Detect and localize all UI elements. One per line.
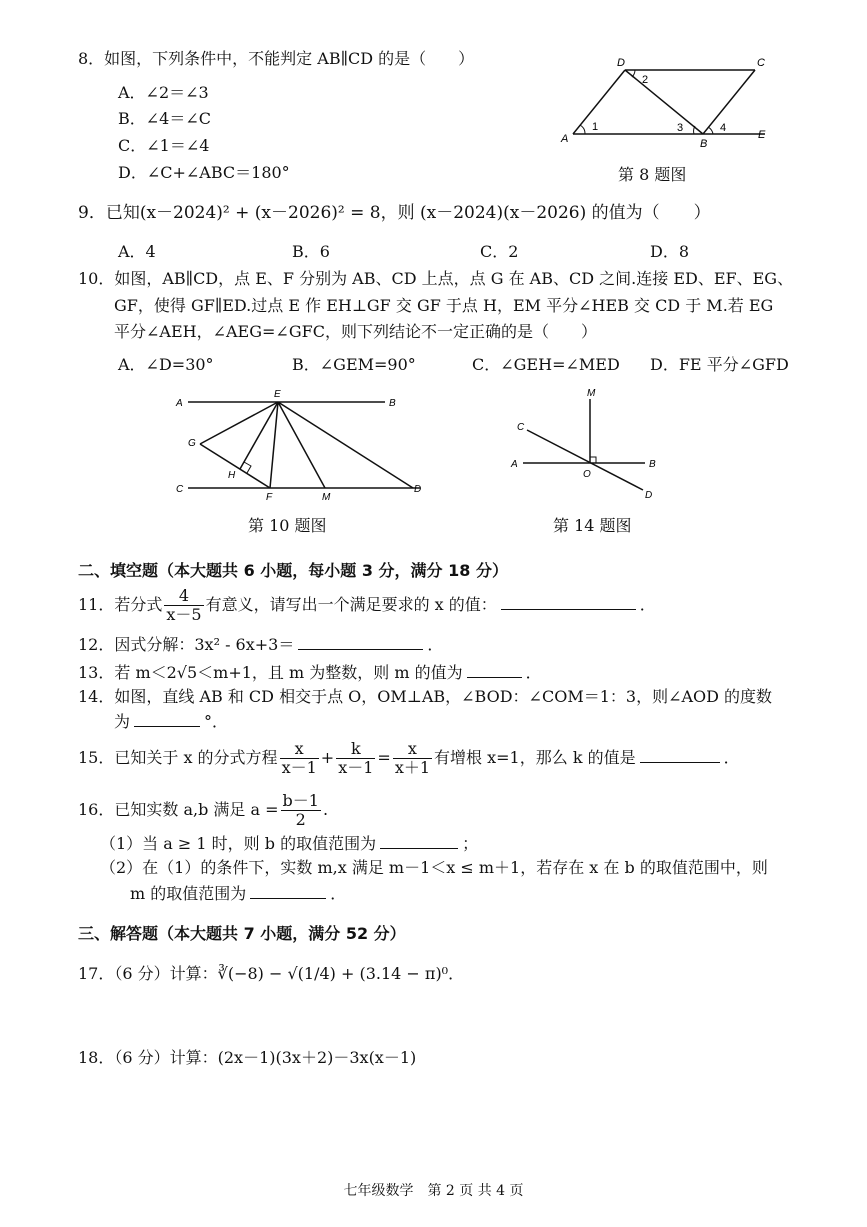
q14-label-o: O: [583, 469, 591, 480]
q17: 17．（6 分）计算：∛(−8) − √(1/4) + (3.14 − π)⁰．: [78, 964, 465, 983]
q16-pre: 16．已知实数 a,b 满足 a =: [78, 800, 279, 819]
q15-f2-den: x－1: [338, 758, 374, 777]
q14-figure: [505, 385, 670, 505]
q8-label-b: B: [700, 138, 708, 150]
q16-p1-text: （1）当 a ≥ 1 时，则 b 的取值范围为: [100, 834, 377, 853]
q10-option-c: C．∠GEH=∠MED: [472, 355, 620, 374]
q9-option-d: D．8: [650, 242, 690, 261]
q16-p1-answer-blank[interactable]: [380, 832, 458, 849]
q15-end: ．: [723, 748, 740, 767]
q8-figure: [555, 50, 775, 150]
q15-post: 有增根 x=1，那么 k 的值是: [434, 748, 636, 767]
q16-p2-end: ．: [330, 884, 347, 903]
q8-option-c: C．∠1＝∠4: [118, 136, 210, 155]
q15: [78, 736, 740, 780]
q9-option-a: A．4: [118, 242, 156, 261]
q16-p2b-text: m 的取值范围为: [130, 884, 247, 903]
q15-answer-blank[interactable]: [640, 746, 720, 763]
q10-label-e: E: [274, 389, 281, 400]
q12-answer-blank[interactable]: [298, 633, 423, 650]
q8-angle-4: 4: [720, 122, 727, 134]
q14-caption: 第 14 题图: [553, 516, 632, 535]
q8-label-d: D: [617, 57, 625, 69]
q10-label-m: M: [322, 492, 331, 503]
q11: [78, 585, 656, 625]
q10-option-a: A．∠D=30°: [118, 355, 214, 374]
q8-angle-2: 2: [642, 74, 649, 86]
q14-label-a: A: [511, 459, 518, 470]
q14-label-d: D: [645, 490, 653, 501]
q8-label-a: A: [561, 133, 569, 145]
q8-label-e: E: [758, 129, 766, 141]
q9-option-c: C．2: [480, 242, 519, 261]
q8-option-b: B．∠4＝∠C: [118, 109, 211, 128]
q10-label-f: F: [266, 492, 273, 503]
q16-fraction: [281, 792, 321, 829]
q13-text: 13．若 m＜2√5＜m+1，且 m 为整数，则 m 的值为: [78, 663, 463, 682]
q12-end: ．: [427, 635, 444, 654]
page-footer: 七年级数学 第 2 页 共 4 页: [343, 1183, 524, 1199]
q15-fraction-1: [280, 740, 319, 777]
q10-line2: GF，使得 GF∥ED.过点 E 作 EH⊥GF 交 GF 于点 H，EM 平分∠HEB 交 CD 于 M.若 EG: [114, 296, 774, 315]
q16-end: .: [322, 800, 329, 819]
q14-label-c: C: [517, 422, 525, 433]
q15-eq: =: [377, 748, 391, 767]
q15-plus: +: [320, 748, 335, 767]
q16-part2b: [130, 882, 346, 905]
q10-caption: 第 10 题图: [248, 516, 327, 535]
q15-f1-num: x: [280, 740, 319, 759]
q13: [78, 661, 542, 684]
q14-label-b: B: [649, 459, 656, 470]
q14-post: °．: [204, 712, 229, 731]
q11-num: 4: [164, 587, 203, 606]
q8-stem: 8．如图，下列条件中，不能判定 AB∥CD 的是（ ）: [78, 49, 475, 68]
q15-f1-den: x－1: [281, 758, 317, 777]
q10-label-c: C: [176, 484, 184, 495]
q14-line1: 14．如图，直线 AB 和 CD 相交于点 O，OM⊥AB，∠BOD：∠COM＝1：3，则∠AOD 的度数: [78, 687, 773, 706]
q10-label-a: A: [176, 398, 183, 409]
q10-label-b: B: [389, 398, 396, 409]
q10-line3: 平分∠AEH，∠AEG=∠GFC，则下列结论不一定正确的是（ ）: [114, 322, 597, 341]
q14-answer-blank[interactable]: [134, 710, 200, 727]
q8-caption: 第 8 题图: [618, 165, 687, 184]
q11-pre: 11．若分式: [78, 595, 163, 614]
q10-option-b: B．∠GEM=90°: [292, 355, 416, 374]
q14-pre: 为: [114, 712, 131, 731]
q13-end: ．: [525, 663, 542, 682]
q16-stem: [78, 788, 328, 832]
q15-fraction-3: [393, 740, 432, 777]
q16-part1: [100, 832, 478, 855]
q16-p1-end: ；: [462, 834, 479, 853]
section-answer: 三、解答题（本大题共 7 小题，满分 52 分）: [78, 924, 406, 943]
q15-f3-den: x＋1: [394, 758, 431, 777]
q10-line1: 10．如图，AB∥CD，点 E、F 分别为 AB、CD 上点，点 G 在 AB、CD 之间.连接 ED、EF、EG、: [78, 269, 794, 288]
q8-angle-1: 1: [592, 121, 599, 133]
q16-den: 2: [295, 810, 306, 829]
q14-label-m: M: [587, 388, 596, 399]
q8-option-a: A．∠2＝∠3: [118, 83, 209, 102]
q13-answer-blank[interactable]: [467, 661, 522, 678]
q15-f2-num: k: [336, 740, 375, 759]
q8-option-d: D．∠C+∠ABC＝180°: [118, 163, 290, 182]
q16-part2a: （2）在（1）的条件下，实数 m,x 满足 m－1＜x ≤ m＋1，若存在 x 在 b 的取值范围中，则: [100, 858, 768, 877]
q11-den: x－5: [166, 605, 202, 624]
q9-stem: 9．已知(x－2024)² + (x－2026)² = 8，则 (x－2024)(x－2026) 的值为（ ）: [78, 203, 711, 223]
q15-f3-num: x: [393, 740, 432, 759]
q18: 18．（6 分）计算：(2x－1)(3x＋2)－3x(x－1): [78, 1048, 417, 1067]
q11-post: 有意义，请写出一个满足要求的 x 的值：: [205, 595, 497, 614]
q11-answer-blank[interactable]: [501, 593, 636, 610]
q16-p2-answer-blank[interactable]: [250, 882, 326, 899]
section-fill-in: 二、填空题（本大题共 6 小题，每小题 3 分，满分 18 分）: [78, 561, 508, 580]
q10-label-h: H: [228, 470, 236, 481]
q9-option-b: B．6: [292, 242, 330, 261]
q10-figure: [170, 388, 440, 508]
q15-pre: 15．已知关于 x 的分式方程: [78, 748, 278, 767]
q10-option-d: D．FE 平分∠GFD: [650, 355, 789, 374]
q14-line2: [114, 710, 228, 733]
q12-text: 12．因式分解：3x² - 6x+3＝: [78, 635, 295, 654]
q10-label-g: G: [188, 438, 196, 449]
q16-num: b－1: [282, 791, 319, 810]
q8-angle-3: 3: [677, 122, 684, 134]
q11-end: ．: [639, 595, 656, 614]
q15-fraction-2: [336, 740, 375, 777]
q11-fraction: [164, 587, 203, 624]
q12: [78, 633, 443, 656]
q10-label-d: D: [414, 484, 422, 495]
q8-label-c: C: [757, 57, 765, 69]
